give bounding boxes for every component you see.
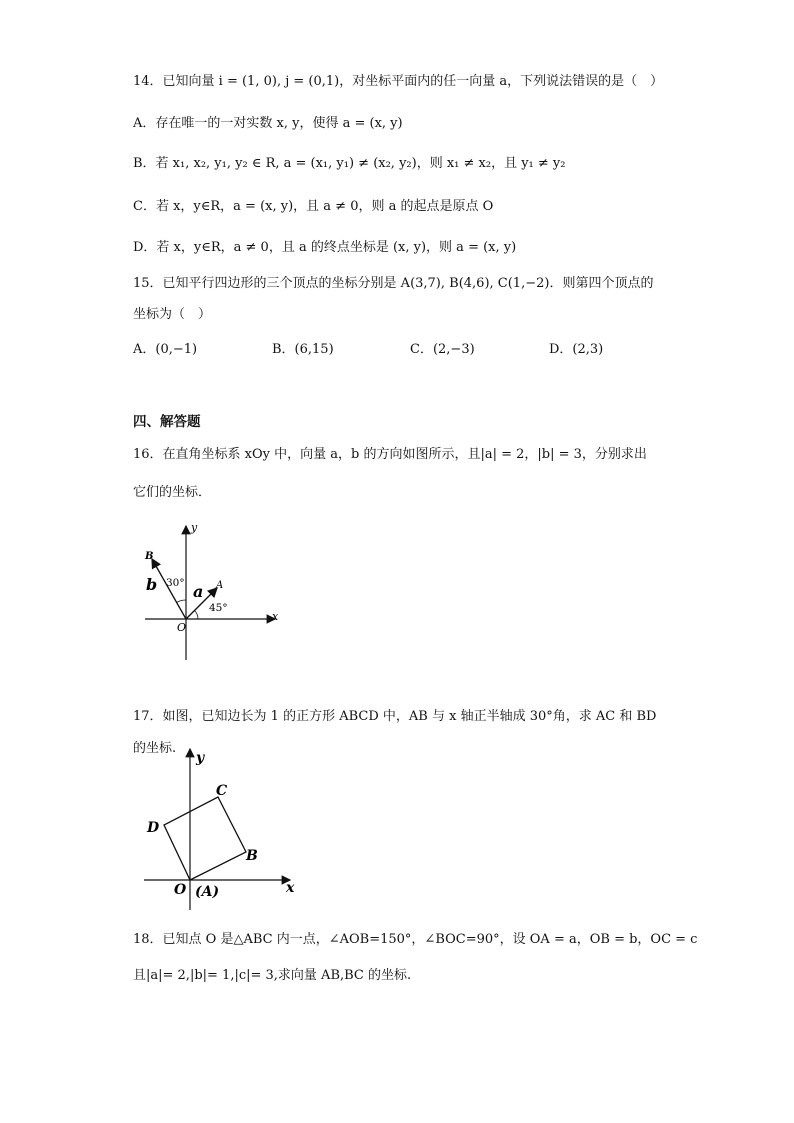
- section-title: 四、解答题: [133, 414, 201, 430]
- q14-option-c: C．若 x，y∈R，a = (x, y)，且 a ≠ 0，则 a 的起点是原点 O: [133, 199, 494, 214]
- vector-b-label: b: [146, 575, 158, 594]
- q17-stem-line2: 的坐标.: [133, 741, 177, 756]
- angle-arc-b: [177, 600, 187, 603]
- square-abcd: [164, 797, 246, 880]
- q15-option-d: D．(2,3): [549, 342, 604, 357]
- q14-option-a: A．存在唯一的一对实数 x, y，使得 a = (x, y): [133, 116, 403, 131]
- q14-option-b: B．若 x₁, x₂, y₁, y₂ ∈ R, a = (x₁, y₁) ≠ (x₂, y₂)，则 x₁ ≠ x₂，且 y₁ ≠ y₂: [133, 156, 566, 171]
- q16-figure: [135, 520, 295, 665]
- point-o-label: O: [174, 882, 187, 898]
- q16-stem-line1: 16．在直角坐标系 xOy 中，向量 a，b 的方向如图所示，且|a| = 2，|b| = 3，分别求出: [133, 447, 647, 462]
- point-b-label: B: [145, 551, 154, 562]
- x-axis-label: x: [272, 610, 279, 623]
- q18-stem-line1: 18．已知点 O 是△ABC 内一点，∠AOB=150°，∠BOC=90°，设 OA = a，OB = b，OC = c: [133, 932, 698, 947]
- q17-figure: [140, 745, 305, 915]
- point-a-label: (A): [195, 884, 220, 900]
- y-axis-label: y: [196, 750, 205, 766]
- origin-label: O: [177, 621, 187, 634]
- angle-a-label: 45°: [209, 602, 228, 614]
- point-b-label: B: [246, 848, 258, 864]
- q15-stem-line1: 15．已知平行四边形的三个顶点的坐标分别是 A(3,7), B(4,6), C(1,−2)．则第四个顶点的: [133, 276, 654, 291]
- q18-stem-line2: 且|a|= 2,|b|= 1,|c|= 3,求向量 AB,BC 的坐标.: [133, 968, 412, 983]
- point-a-label: A: [216, 580, 224, 591]
- q15-option-c: C．(2,−3): [410, 342, 475, 357]
- angle-arc-a: [195, 611, 199, 620]
- vector-a-label: a: [193, 582, 204, 601]
- point-c-label: C: [216, 783, 228, 799]
- q14-option-d: D．若 x，y∈R，a ≠ 0，且 a 的终点坐标是 (x, y)，则 a = (x, y): [133, 240, 517, 255]
- q15-stem-line2: 坐标为（ ）: [133, 307, 212, 322]
- x-axis-label: x: [286, 880, 295, 896]
- q15-option-a: A．(0,−1): [133, 342, 198, 357]
- y-axis-label: y: [191, 521, 198, 534]
- q16-stem-line2: 它们的坐标．: [133, 485, 212, 500]
- q15-option-b: B．(6,15): [272, 342, 334, 357]
- q17-stem-line1: 17．如图，已知边长为 1 的正方形 ABCD 中，AB 与 x 轴正半轴成 30°角，求 AC 和 BD: [133, 709, 657, 724]
- q14-stem: 14．已知向量 i = (1, 0), j = (0,1)，对坐标平面内的任一向量 a，下列说法错误的是（ ）: [133, 74, 664, 89]
- point-d-label: D: [147, 820, 160, 836]
- angle-b-label: 30°: [166, 577, 185, 589]
